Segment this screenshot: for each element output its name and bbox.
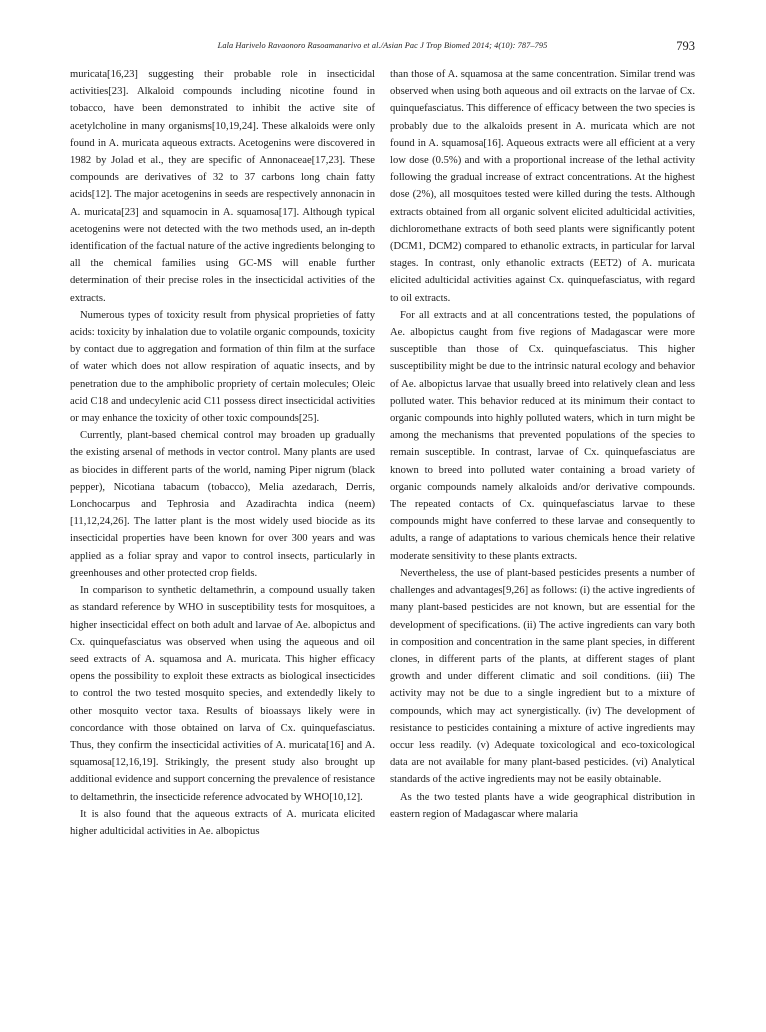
paragraph: In comparison to synthetic deltamethrin, a compound usually taken as standard reference by WHO in susceptibility tests for mosquitoes, a higher insecticidal effect on both adult and larvae of Ae. albopictus and Cx. quinquefasciatus was observed when using the aqueous and oil seed extracts of A. squamosa and A. muricata. This higher efficacy opens the possibility to exploit these extracts as biological insecticides to control the two tested mosquito species, and extendedly likely to other mosquito vector taxa. Results of bioassays likely were in concordance with those obtained on larva of Cx. quinquefasciatus. Thus, they confirm the insecticidal activities of A. muricata[16] and A. squamosa[12,16,19]. Strikingly, the present study also brought up additional evidence and support concerning the prevalence of resistance to deltamethrin, the insecticide reference advocated by WHO[10,12]. [70,585,375,803]
paragraph: As the two tested plants have a wide geographical distribution in eastern region of Madagascar where malaria [390,791,695,820]
paragraph: For all extracts and at all concentrations tested, the populations of Ae. albopictus caught from five regions of Madagascar were more susceptible than those of Cx. quinquefasciatus. This higher susceptibility might be due to the intrinsic natural ecology and behavior of Ae. albopictus larvae that usually breed into relatively clean and less polluted water. This behavior reduced at its minimum their contact to organic compounds into highly polluted waters, which in turn might be among the mechanisms that prevented populations of the species to remain susceptible. In contrast, larvae of Cx. quinquefasciatus are known to breed into polluted water containing a broad variety of organic compounds namely alkaloids and/or derivative compounds. The repeated contacts of Cx. quinquefasciatus larvae to these compounds might have conferred to these larvae and consequently to adults, a range of adaptations to various chemicals hence their relative moderate sensitivity to these plants extracts. [390,309,695,562]
paragraph: muricata[16,23] suggesting their probable role in insecticidal activities[23]. Alkaloid compounds including nicotine found in tobacco, have been demonstrated to inhibit the active site of acetylcholine in many organisms[10,19,24]. These alkaloids were only found in A. muricata aqueous extracts. Acetogenins were discovered in 1982 by Jolad et al., they are specific of Annonaceae[17,23]. These compounds are derivatives of 32 to 37 carbons long chain fatty acids[12]. The major acetogenins in seeds are respectively annonacin in A. muricata[23] and squamocin in A. squamosa[17]. Although typical acetogenins were not detected with the two methods used, an in-depth identification of the factual nature of the active ingredients belonging to all the chemical families using GC-MS will enable further determination of their precise roles in the insecticidal activities of the extracts. [70,69,375,304]
right-column [390,66,695,823]
paragraph: than those of A. squamosa at the same concentration. Similar trend was observed when using both aqueous and oil extracts on the larvae of Cx. quinquefasciatus. This difference of efficacy between the two species is probably due to the alkaloids present in A. muricata which are not found in A. squamosa[16]. Aqueous extracts were all efficient at a very low dose (0.5%) and with a proportional increase of the lethal activity following the gradual increase of extract concentrations. At the highest dose (2%), all mosquitoes tested were killed during the tests. Although extracts obtained from all organic solvent elicited adulticidal activities, dichloromethane extracts of both seed plants were significantly potent (DCM1, DCM2) compared to ethanolic extracts, in particular for larval stages. In contrast, only ethanolic extracts (EET2) of A. muricata elicited adulticidal activities against Cx. quinquefasciatus, with regard to oil extracts. [390,69,695,304]
paragraph: It is also found that the aqueous extracts of A. muricata elicited higher adulticidal activities in Ae. albopictus [70,808,375,837]
paragraph: Numerous types of toxicity result from physical proprieties of fatty acids: toxicity by inhalation due to volatile organic compounds, toxicity by contact due to aggregation and formation of thin film at the surface of water which does not allow respiration of aquatic insects, and by penetration due to the amphibolic propriety of certain molecules; Oleic acid C18 and undecylenic acid C11 possess direct insecticidal activities or may enhance the toxicity of other toxic compounds[25]. [70,309,375,425]
paragraph: Currently, plant-based chemical control may broaden up gradually the existing arsenal of methods in vector control. Many plants are used as biocides in different parts of the world, naming Piper nigrum (black pepper), Nicotiana tabacum (tobacco), Melia azedarach, Derris, Lonchocarpus and Tephrosia and Azadirachta indica (neem) [11,12,24,26]. The latter plant is the most widely used biocide as its insecticidal properties have been known for over 300 years and was applied as a foliar spray and vapor to control insects, particularly in greenhouses and other protected crop fields. [70,430,375,579]
left-column [70,66,375,840]
paragraph: Nevertheless, the use of plant-based pesticides presents a number of challenges and advantages[9,26] as follows: (i) the active ingredients of many plant-based pesticides are not known, but are essential for the development of specifications. (ii) The active ingredients can vary both in composition and concentration in the same plant species, in different clones, in different parts of the plants, at different stages of plant growth and under different climatic and soil conditions. (iii) The activity may not be due to a single ingredient but to a mixture of compounds, which may act synergistically. (iv) The development of resistance to pesticides containing a mixture of active ingredients may occur less readily. (v) Adequate toxicological and eco-toxicological data are not available for many plant-based pesticides. (vi) Analytical standards of the active ingredients may not be easily obtainable. [390,567,695,786]
running-head-citation: Lala Harivelo Ravaonoro Rasoamanarivo et al./Asian Pac J Trop Biomed 2014; 4(10): 787–795 [217,41,548,50]
running-header [70,40,695,56]
page-number: 793 [676,39,695,53]
